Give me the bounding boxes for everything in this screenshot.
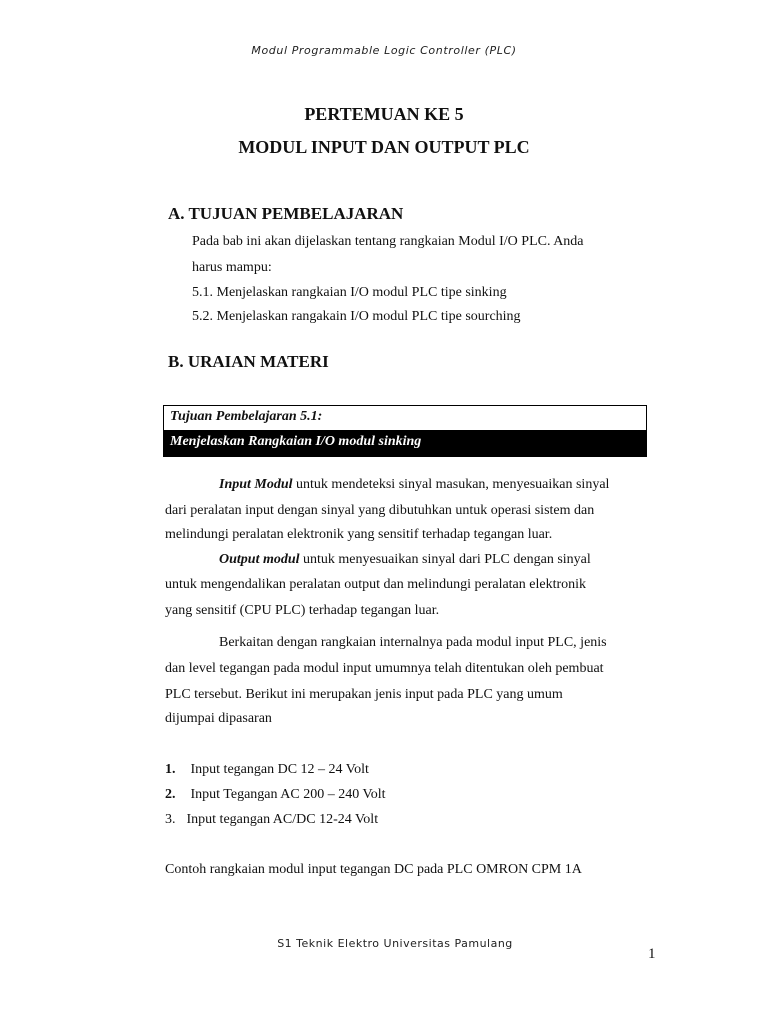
term-input-modul: Input Modul <box>219 477 293 492</box>
paragraph-3-line-2: dan level tegangan pada modul input umumnya telah ditentukan oleh pembuat <box>165 661 604 676</box>
paragraph-1-line-1: Input Modul untuk mendeteksi sinyal masukan, menyesuaikan sinyal <box>219 477 610 492</box>
page-number: 1 <box>648 946 656 962</box>
objective-item-2: 5.2. Menjelaskan rangakain I/O modul PLC tipe sourching <box>192 309 521 324</box>
paragraph-2-line-1: Output modul untuk menyesuaikan sinyal dari PLC dengan sinyal <box>219 552 591 567</box>
chapter-subtitle: MODUL INPUT DAN OUTPUT PLC <box>238 137 530 157</box>
list-item: 3. Input tegangan AC/DC 12-24 Volt <box>165 812 379 827</box>
box-title: Tujuan Pembelajaran 5.1: <box>164 406 646 430</box>
term-output-modul: Output modul <box>219 552 300 567</box>
chapter-title: PERTEMUAN KE 5 <box>304 104 464 124</box>
objective-item-1: 5.1. Menjelaskan rangkaian I/O modul PLC tipe sinking <box>192 285 507 300</box>
example-caption: Contoh rangkaian modul input tegangan DC pada PLC OMRON CPM 1A <box>165 862 582 877</box>
section-b-heading: B. URAIAN MATERI <box>168 352 329 371</box>
section-a-heading: A. TUJUAN PEMBELAJARAN <box>168 204 404 223</box>
paragraph-2-line-3: yang sensitif (CPU PLC) terhadap tegangan luar. <box>165 603 440 618</box>
box-subtitle: Menjelaskan Rangkaian I/O modul sinking <box>164 430 646 457</box>
paragraph-1-line-3: melindungi peralatan elektronik yang sensitif terhadap tegangan luar. <box>165 527 553 542</box>
paragraph-3-line-4: dijumpai dipasaran <box>165 711 272 726</box>
paragraph-3-line-3: PLC tersebut. Berikut ini merupakan jenis input pada PLC yang umum <box>165 687 563 702</box>
paragraph-1-line-2: dari peralatan input dengan sinyal yang dibutuhkan untuk operasi sistem dan <box>165 503 595 518</box>
running-footer: S1 Teknik Elektro Universitas Pamulang <box>277 937 513 950</box>
learning-objective-box <box>163 405 647 457</box>
paragraph-2-line-2: untuk mengendalikan peralatan output dan melindungi peralatan elektronik <box>165 577 587 592</box>
list-item: 2. Input Tegangan AC 200 – 240 Volt <box>165 787 386 802</box>
paragraph-3-line-1: Berkaitan dengan rangkaian internalnya pada modul input PLC, jenis <box>219 635 607 650</box>
list-item: 1. Input tegangan DC 12 – 24 Volt <box>165 762 369 777</box>
section-a-intro-line1: Pada bab ini akan dijelaskan tentang rangkaian Modul I/O PLC. Anda <box>192 234 584 249</box>
section-a-intro-line2: harus mampu: <box>192 260 272 275</box>
running-header: Modul Programmable Logic Controller (PLC) <box>251 44 517 57</box>
